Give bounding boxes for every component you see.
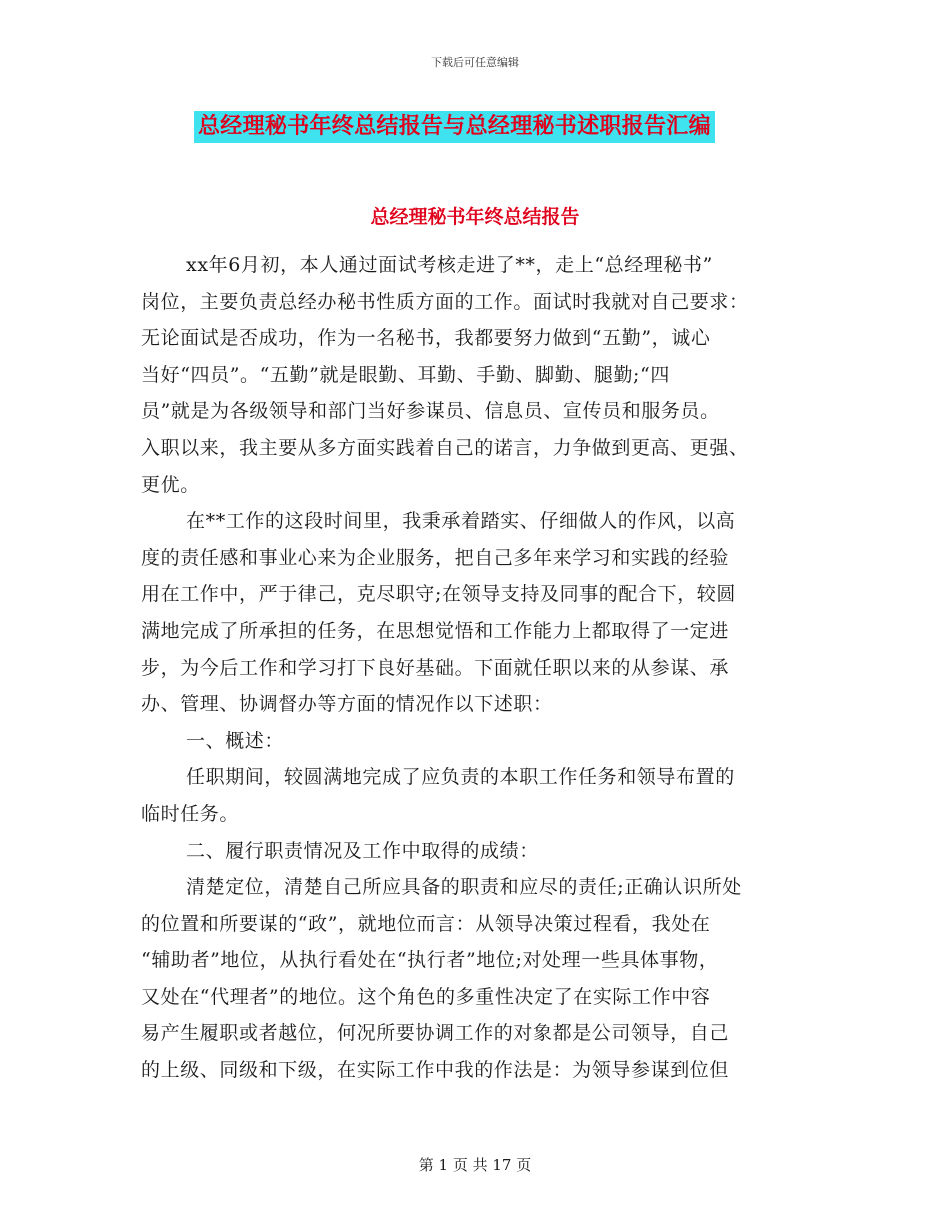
- page-header-note: 下载后可任意编辑: [431, 56, 519, 69]
- document-body: [141, 247, 813, 1089]
- document-main-title: 总经理秘书年终总结报告与总经理秘书述职报告汇编: [194, 111, 715, 143]
- body-line: 在**工作的这段时间里，我秉承着踏实、仔细做人的作风，以高: [186, 510, 736, 533]
- page-number-footer: 第 1 页 共 17 页: [418, 1156, 532, 1174]
- body-line: 员”就是为各级领导和部门当好参谋员、信息员、宣传员和服务员。: [141, 400, 720, 423]
- body-line: 更优。: [141, 473, 200, 496]
- body-line: xx年6月初，本人通过面试考核走进了**，走上“总经理秘书”: [186, 254, 713, 276]
- section-title: 总经理秘书年终总结报告: [370, 206, 580, 228]
- body-line: 度的责任感和事业心来为企业服务，把自己多年来学习和实践的经验: [141, 546, 730, 569]
- body-line: 满地完成了所承担的任务，在思想觉悟和工作能力上都取得了一定进: [141, 619, 730, 642]
- subheading-overview: 一、概述：: [186, 729, 285, 752]
- body-line: “辅助者”地位，从执行看处在“执行者”地位;对处理一些具体事物，: [141, 949, 719, 972]
- body-line: 的位置和所要谋的“政”，就地位而言：从领导决策过程看，我处在: [141, 912, 711, 935]
- body-line: 清楚定位，清楚自己所应具备的职责和应尽的责任;正确认识所处: [186, 876, 742, 899]
- body-line: 临时任务。: [141, 802, 240, 825]
- body-line: 的上级、同级和下级，在实际工作中我的作法是：为领导参谋到位但: [141, 1059, 730, 1082]
- body-line: 任职期间，较圆满地完成了应负责的本职工作任务和领导布置的: [186, 766, 735, 789]
- body-line: 用在工作中，严于律己，克尽职守;在领导支持及同事的配合下，较圆: [141, 583, 737, 606]
- body-line: 岗位，主要负责总经办秘书性质方面的工作。面试时我就对自己要求：: [141, 290, 749, 313]
- subheading-duties: 二、履行职责情况及工作中取得的成绩：: [186, 839, 539, 862]
- body-line: 无论面试是否成功，作为一名秘书，我都要努力做到“五勤”，诚心: [141, 327, 711, 350]
- body-line: 又处在“代理者”的地位。这个角色的多重性决定了在实际工作中容: [141, 985, 711, 1008]
- body-line: 入职以来，我主要从多方面实践着自己的诺言，力争做到更高、更强、: [141, 436, 749, 459]
- body-line: 步，为今后工作和学习打下良好基础。下面就任职以来的从参谋、承: [141, 656, 730, 679]
- body-line: 易产生履职或者越位，何况所要协调工作的对象都是公司领导，自己: [141, 1022, 730, 1045]
- body-line: 办、管理、协调督办等方面的情况作以下述职：: [141, 693, 553, 716]
- body-line: 当好“四员”。“五勤”就是眼勤、耳勤、手勤、脚勤、腿勤;“四: [141, 363, 670, 386]
